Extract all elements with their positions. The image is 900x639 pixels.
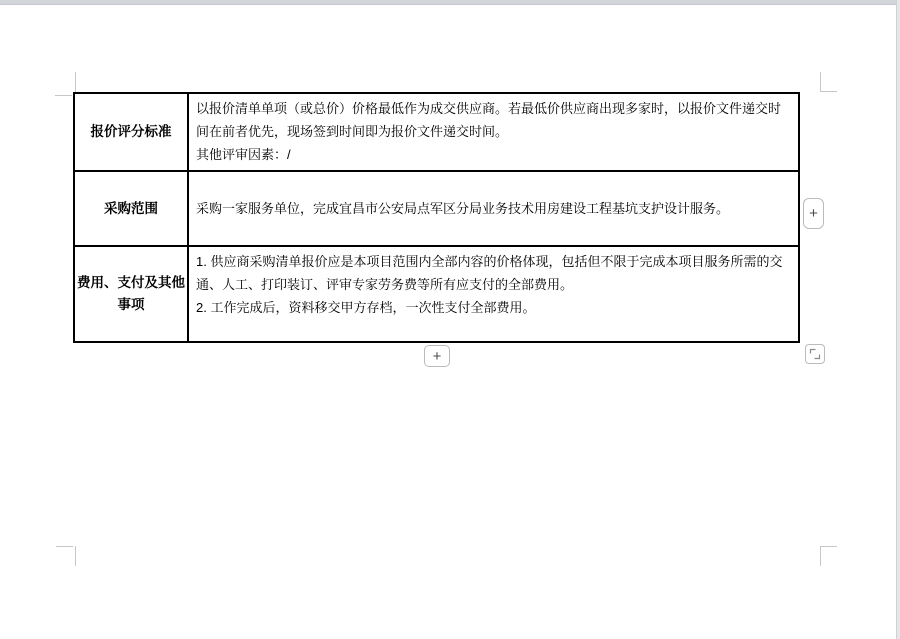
margin-crop-mark-top-left [55,95,72,96]
content-paragraph: 以报价清单单项（或总价）价格最低作为成交供应商。若最低价供应商出现多家时，以报价文件递交时间在前者优先，现场签到时间即为报价文件递交时间。 [196,101,782,139]
resize-corners-icon [809,348,821,360]
margin-crop-mark-top-right [820,91,837,92]
table-resize-handle-button[interactable] [805,344,825,364]
window-top-edge [0,0,900,5]
margin-crop-mark-top-right [820,72,821,92]
row-label-cell[interactable] [74,93,188,171]
content-paragraph: 采购一家服务单位，完成宜昌市公安局点军区分局业务技术用房建设工程基坑支护设计服务。 [196,201,730,216]
margin-crop-mark-bottom-right [820,546,837,547]
row-content-cell[interactable] [188,93,799,171]
window-right-edge [896,0,900,639]
content-paragraph: 其他评审因素：/ [196,147,291,162]
row-label-cell[interactable] [74,171,188,246]
row-label-line: 报价评分标准 [90,124,172,139]
add-column-button[interactable] [803,198,824,229]
row-content-cell[interactable] [188,246,799,342]
add-row-button[interactable] [424,345,450,367]
row-label-line: 事项 [117,297,145,312]
table-row-quotation-criteria [74,93,799,171]
margin-crop-mark-bottom-left [75,546,76,566]
content-paragraph: 1. 供应商采购清单报价应是本项目范围内全部内容的价格体现，包括但不限于完成本项目服务所需的交通、人工、打印装订、评审专家劳务费等所有应支付的全部费用。 [196,254,783,292]
table-row-fees-payment [74,246,799,342]
plus-icon: + [432,347,442,365]
document-table [73,92,800,343]
content-paragraph: 2. 工作完成后，资料移交甲方存档，一次性支付全部费用。 [196,300,536,315]
margin-crop-mark-top-left [75,72,76,92]
margin-crop-mark-bottom-right [820,546,821,566]
row-label-line: 费用、支付及其他 [77,275,185,290]
margin-crop-mark-bottom-left [56,546,73,547]
row-label-cell[interactable] [74,246,188,342]
table-row-procurement-scope [74,171,799,246]
plus-icon: + [809,205,818,222]
row-content-cell[interactable] [188,171,799,246]
row-label-line: 采购范围 [104,200,158,216]
